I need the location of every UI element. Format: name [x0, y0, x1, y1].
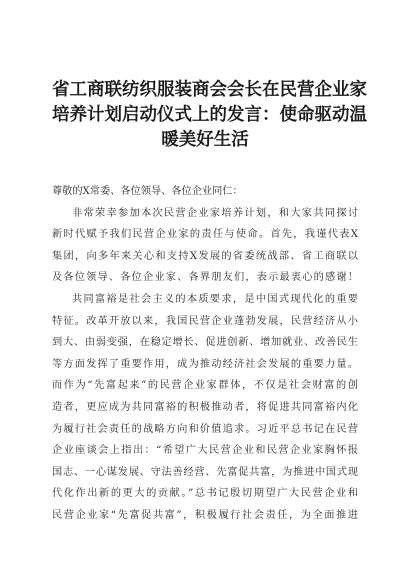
salutation — [52, 181, 358, 203]
paragraph-line: 到大、由弱变强，在稳定增长、促进创新、增加就业、改善民生 — [52, 337, 358, 349]
paragraph-line: 企业座谈会上指出：“希望广大民营企业和民营企业家胸怀报 — [52, 445, 358, 457]
paragraph-line: 等方面发挥了重要作用，成为推动经济社会发展的重要力量。 — [52, 358, 358, 370]
paragraph-line: 造者，更应成为共同富裕的积极推动者，将促进共同富裕内化 — [52, 401, 358, 413]
paragraph-line: 新时代赋予我们民营企业家的责任与使命。首先，我谨代表X — [52, 229, 358, 241]
paragraph-line: 集团，向多年来关心和支持X发展的省委统战部、省工商联以 — [52, 250, 358, 262]
title-line: 省工商联纺织服装商会会长在民营企业家 — [52, 80, 367, 100]
paragraph-line: 国志、一心谋发展、守法善经营、先富促共富，为推进中国式现 — [52, 466, 358, 478]
paragraph-line: 非常荣幸参加本次民营企业家培养计划，和大家共同探讨 — [72, 207, 358, 219]
paragraph-thanks — [52, 203, 358, 289]
paragraph-line: 代化作出新的更大的贡献。”总书记殷切期望广大民营企业和 — [52, 488, 358, 500]
paragraph-line: 民营企业家“先富促共富”，积极履行社会责任，为全面推进 — [52, 509, 358, 521]
title-line: 培养计划启动仪式上的发言：使命驱动温 — [52, 105, 367, 125]
document-body — [52, 181, 358, 527]
paragraph-line: 特征。改革开放以来，我国民营企业蓬勃发展，民营经济从小 — [52, 315, 358, 327]
paragraph-line: 共同富裕是社会主义的本质要求，是中国式现代化的重要 — [72, 293, 358, 305]
paragraph-line: 为履行社会责任的战略方向和价值追求。习近平总书记在民营 — [52, 423, 358, 435]
salutation-line: 尊敬的X常委、各位领导、各位企业同仁： — [52, 186, 243, 197]
document-title — [52, 78, 367, 153]
title-line: 暖美好生活 — [161, 130, 249, 150]
paragraph-common-prosperity — [52, 289, 358, 527]
paragraph-line: 而作为“先富起来”的民营企业家群体，不仅是社会财富的创 — [52, 380, 358, 392]
paragraph-line: 及各位领导、各位企业家、各界朋友们，表示最衷心的感谢！ — [52, 272, 358, 284]
